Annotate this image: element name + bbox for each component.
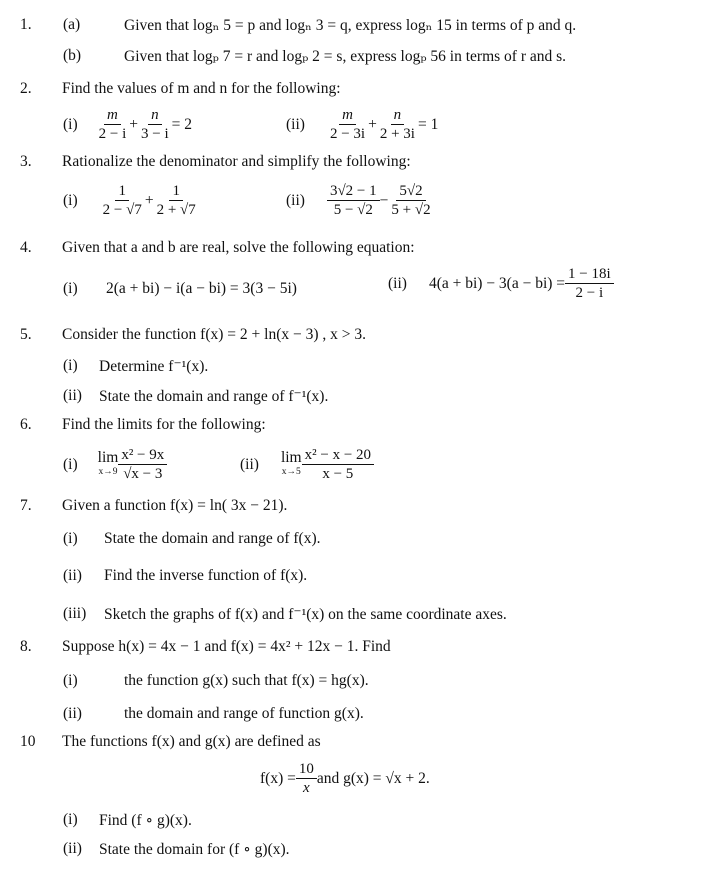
q7ii-text: Find the inverse function of f(x).	[104, 567, 308, 584]
q9ii-text: State the domain for (f ∘ g)(x).	[99, 841, 290, 858]
q7-stem: Given a function f(x) = ln( 3x − 21).	[62, 497, 288, 514]
q5-stem: Consider the function f(x) = 2 + ln(x − 3) , x > 3.	[62, 326, 367, 343]
q5ii-text: State the domain and range of f⁻¹(x).	[99, 388, 329, 405]
q3i-label: (i)	[63, 191, 78, 209]
q6ii-lim: lim x→5	[280, 448, 302, 477]
q5i-label: (i)	[63, 357, 78, 374]
q1-number: 1.	[20, 16, 32, 33]
q9i-label: (i)	[63, 811, 78, 828]
q3-part-i: (i) $\frac{1}{2 - √7}$ + $\frac{1}{2 + √7}$	[63, 182, 199, 219]
q8ii-text: the domain and range of function g(x).	[124, 705, 364, 722]
q5ii-label: (ii)	[63, 387, 82, 404]
q2ii-rhs: = 1	[417, 115, 439, 133]
q7i-text: State the domain and range of f(x).	[104, 530, 321, 547]
q7i-label: (i)	[63, 530, 78, 547]
q3i-frac2: $\frac{1}{2 + √7}$	[156, 183, 196, 218]
q6i-label: (i)	[63, 455, 78, 473]
q7iii-text: Sketch the graphs of f(x) and f⁻¹(x) on the same coordinate axes.	[104, 606, 507, 623]
q4-number: 4.	[20, 239, 32, 256]
q1a-text: Given that logₙ 5 = p and logₙ 3 = q, express logₙ 15 in terms of p and q.	[124, 17, 577, 34]
q3ii-frac1: $\frac{3√2 - 1}{5 - √2}$	[327, 182, 380, 219]
q6-number: 6.	[20, 416, 32, 433]
q2-part-i: (i) $\frac{m}{2 - i}$ + $\frac{n}{3 - i}$ = 2	[63, 107, 193, 142]
q9-frac: $\frac{10}{x}$	[296, 760, 317, 797]
q8i-text: the function g(x) such that f(x) = hg(x).	[124, 672, 369, 689]
q2-stem: Find the values of m and n for the following:	[62, 80, 341, 97]
q9-number: 10	[20, 733, 36, 750]
q2-part-ii: (ii) $\frac{m}{2 - 3i}$ + $\frac{n}{2 + 3i}$ = 1	[286, 107, 439, 142]
q4-part-ii	[388, 265, 614, 302]
q6-part-i	[63, 446, 167, 483]
q8i-label: (i)	[63, 672, 78, 689]
q9i-text: Find (f ∘ g)(x).	[99, 812, 192, 829]
q8-number: 8.	[20, 638, 32, 655]
q2i-rhs: = 2	[171, 115, 193, 133]
q1b-text: Given that logₚ 7 = r and logₚ 2 = s, express logₚ 56 in terms of r and s.	[124, 48, 567, 65]
q8-stem: Suppose h(x) = 4x − 1 and f(x) = 4x² + 12x − 1. Find	[62, 638, 391, 655]
q3i-frac1: $\frac{1}{2 - √7}$	[102, 183, 142, 218]
q2ii-label: (ii)	[286, 115, 305, 133]
q6i-frac: $\frac{\text{x² − 9x}}{√x - 3}$	[118, 446, 167, 483]
q2ii-frac2: $\frac{n}{2 + 3i}$	[379, 107, 415, 142]
q3ii-label: (ii)	[286, 191, 305, 209]
q3ii-frac2: $\frac{5√2}{5 + √2}$	[391, 183, 431, 218]
q7-number: 7.	[20, 497, 32, 514]
q9-definition	[260, 760, 430, 797]
q7iii-label: (iii)	[63, 605, 87, 622]
q9-fx: f(x) =	[260, 769, 296, 787]
q6i-lim: lim x→9	[97, 448, 119, 477]
q3-stem: Rationalize the denominator and simplify the following:	[62, 153, 411, 170]
q6ii-frac: $\frac{\text{x² − x − 20}}{x - 5}$	[302, 446, 374, 483]
q6-part-ii	[240, 446, 374, 483]
q3-number: 3.	[20, 153, 32, 170]
q2i-label: (i)	[63, 115, 78, 133]
q4-stem: Given that a and b are real, solve the following equation:	[62, 239, 415, 256]
q2i-frac1: $\frac{m}{2 - i}$	[98, 107, 127, 142]
q2-number: 2.	[20, 80, 32, 97]
q4ii-frac: $\frac{1 - 18i}{2 - i}$	[565, 265, 614, 302]
q4i-label: (i)	[63, 280, 78, 297]
q7ii-label: (ii)	[63, 567, 82, 584]
q5i-text: Determine f⁻¹(x).	[99, 358, 209, 375]
q8ii-label: (ii)	[63, 705, 82, 722]
q1b-label: (b)	[63, 47, 82, 64]
q2i-frac2: $\frac{n}{3 - i}$	[141, 107, 169, 142]
q4i-equation: 2(a + bi) − i(a − bi) = 3(3 − 5i)	[106, 280, 297, 297]
q3-part-ii: (ii) $\frac{3√2 - 1}{5 - √2}$ − $\frac{5√2}{5 + √2}$	[286, 182, 434, 219]
q9-stem: The functions f(x) and g(x) are defined as	[62, 733, 321, 750]
q5-number: 5.	[20, 326, 32, 343]
q4ii-equation: 4(a + bi) − 3(a − bi) =	[428, 274, 566, 292]
q1a-label: (a)	[63, 16, 81, 33]
q4ii-label: (ii)	[388, 274, 407, 292]
q9ii-label: (ii)	[63, 840, 82, 857]
q6ii-label: (ii)	[240, 455, 259, 473]
q9-rest: and g(x) = √x + 2.	[316, 769, 430, 787]
q6-stem: Find the limits for the following:	[62, 416, 266, 433]
q2ii-frac1: $\frac{m}{2 - 3i}$	[329, 107, 366, 142]
